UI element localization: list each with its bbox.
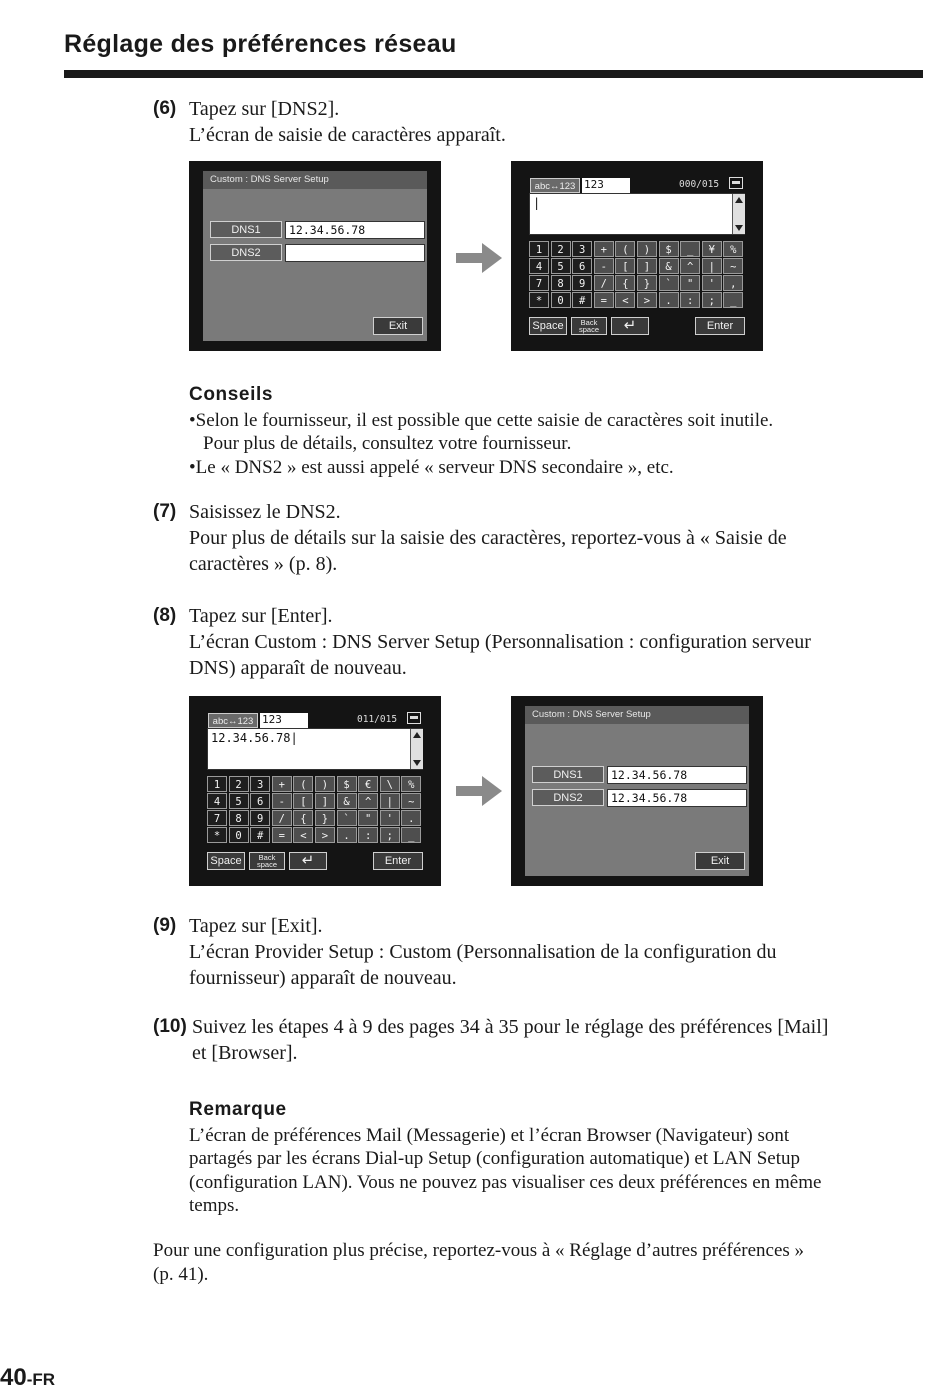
keyboard-key[interactable]: 3 [572, 241, 592, 257]
scroll-down-icon [413, 760, 421, 766]
text-input-area[interactable] [207, 728, 423, 770]
keyboard-key[interactable]: $ [659, 241, 679, 257]
keyboard-key[interactable]: { [615, 275, 635, 291]
keyboard-key[interactable]: : [680, 292, 700, 308]
keyboard-key[interactable]: ' [702, 275, 722, 291]
step-number: (8) [153, 605, 177, 626]
keyboard-key[interactable]: # [250, 827, 270, 843]
step-8 [153, 603, 811, 681]
enter-button[interactable]: Enter [695, 317, 745, 335]
scrollbar[interactable] [732, 194, 745, 234]
keyboard-key[interactable]: " [358, 810, 378, 826]
keyboard-key[interactable]: ^ [680, 258, 700, 274]
keyboard-key[interactable]: 7 [207, 810, 227, 826]
step-line: et [Browser]. [192, 1042, 298, 1064]
keyboard-screen-empty [511, 161, 763, 351]
keyboard-key[interactable]: _ [401, 827, 421, 843]
keyboard-key[interactable]: 1 [529, 241, 549, 257]
space-button[interactable]: Space [207, 852, 245, 870]
dns-panel [525, 706, 749, 876]
keyboard-key[interactable]: " [680, 275, 700, 291]
keyboard-key[interactable]: ] [637, 258, 657, 274]
step-9 [153, 913, 776, 991]
remark-line: (configuration LAN). Vous ne pouvez pas visualiser ces deux préférences en même [189, 1171, 822, 1193]
tip-line: •Le « DNS2 » est aussi appelé « serveur DNS secondaire », etc. [189, 456, 674, 478]
keyboard-key[interactable]: 7 [529, 275, 549, 291]
keyboard-key[interactable]: . [337, 827, 357, 843]
step-7 [153, 499, 787, 577]
keyboard-key[interactable]: ( [293, 776, 313, 792]
keyboard-key[interactable]: ( [615, 241, 635, 257]
keyboard-key[interactable]: 1 [207, 776, 227, 792]
step-line: Tapez sur [DNS2]. [189, 98, 340, 120]
space-button[interactable]: Space [529, 317, 567, 335]
dns2-button[interactable]: DNS2 [532, 789, 604, 806]
keyboard-key[interactable]: $ [337, 776, 357, 792]
tips-box [189, 383, 773, 479]
keyboard-key[interactable]: . [401, 810, 421, 826]
backspace-label: space [578, 325, 599, 334]
keyboard-key[interactable]: 8 [551, 275, 571, 291]
return-icon[interactable]: ↵ [611, 317, 649, 335]
dns2-field[interactable] [285, 244, 425, 262]
backspace-button[interactable] [249, 852, 285, 870]
keyboard-key[interactable]: 9 [572, 275, 592, 291]
step-line: L’écran Provider Setup : Custom (Personnalisation de la configuration du [189, 941, 777, 963]
step-10 [153, 1014, 828, 1066]
keyboard-key[interactable]: > [315, 827, 335, 843]
scroll-up-icon [413, 732, 421, 738]
keyboard-key[interactable]: * [529, 292, 549, 308]
step-number: (10) [153, 1016, 187, 1037]
keyboard-key[interactable]: : [358, 827, 378, 843]
keyboard-key[interactable]: % [723, 241, 743, 257]
paragraph-line: (p. 41). [153, 1264, 209, 1285]
keyboard-key[interactable]: 8 [229, 810, 249, 826]
exit-button[interactable]: Exit [373, 317, 423, 335]
keyboard-key[interactable]: ; [702, 292, 722, 308]
keyboard-row [207, 827, 423, 843]
text-value: | [533, 196, 541, 210]
page-number-value: 40 [0, 1364, 27, 1391]
remark-title: Remarque [189, 1099, 287, 1120]
keyboard-key[interactable]: ) [637, 241, 657, 257]
keyboard-key[interactable]: ¥ [702, 241, 722, 257]
enter-button[interactable]: Enter [373, 852, 423, 870]
panel-title: Custom : DNS Server Setup [203, 171, 427, 189]
keyboard-key[interactable]: % [401, 776, 421, 792]
keyboard-row [207, 776, 423, 792]
dns-setup-screen-before [189, 161, 441, 351]
remark-line: partagés par les écrans Dial-up Setup (configuration automatique) et LAN Setup [189, 1148, 800, 1169]
printer-icon[interactable] [729, 177, 743, 189]
keyboard-key[interactable]: & [337, 793, 357, 809]
dns1-button[interactable]: DNS1 [210, 221, 282, 238]
keyboard-key[interactable]: ) [315, 776, 335, 792]
exit-button[interactable]: Exit [695, 852, 745, 870]
scroll-up-icon [735, 197, 743, 203]
keyboard-grid [529, 241, 745, 309]
keyboard-key[interactable]: + [594, 241, 614, 257]
keyboard-key[interactable]: _ [680, 241, 700, 257]
mode-toggle-button[interactable]: abc↔123 [208, 713, 258, 728]
keyboard-key[interactable]: . [659, 292, 679, 308]
keyboard-key[interactable]: 3 [250, 776, 270, 792]
backspace-label: Back [580, 318, 598, 327]
page-number [0, 1364, 55, 1392]
keyboard-row [529, 241, 745, 257]
keyboard-key[interactable]: [ [615, 258, 635, 274]
step-line: DNS) apparaît de nouveau. [189, 657, 407, 679]
keyboard-screen-filled [189, 696, 441, 886]
keyboard-key[interactable]: ^ [358, 793, 378, 809]
dns2-field[interactable]: 12.34.56.78 [607, 789, 747, 807]
mode-toggle-button[interactable]: abc↔123 [530, 178, 580, 193]
keyboard-key[interactable]: ] [315, 793, 335, 809]
keyboard-key[interactable]: ; [380, 827, 400, 843]
dns2-button[interactable]: DNS2 [210, 244, 282, 261]
reference-paragraph [153, 1239, 923, 1287]
backspace-label: Back [258, 853, 276, 862]
dns1-button[interactable]: DNS1 [532, 766, 604, 783]
keyboard-key[interactable]: = [272, 827, 292, 843]
keyboard-bottom-bar [529, 317, 745, 335]
keyboard-key[interactable]: / [594, 275, 614, 291]
keyboard-key[interactable]: 5 [229, 793, 249, 809]
keyboard-key[interactable]: \ [380, 776, 400, 792]
backspace-button[interactable] [571, 317, 607, 335]
printer-icon[interactable] [407, 712, 421, 724]
keyboard-key[interactable]: 0 [229, 827, 249, 843]
step-line: Saisissez le DNS2. [189, 501, 341, 523]
keyboard-key[interactable]: _ [723, 292, 743, 308]
step-line: Tapez sur [Exit]. [189, 915, 323, 937]
keyboard-key[interactable]: - [594, 258, 614, 274]
step-line: caractères » (p. 8). [189, 553, 338, 575]
char-counter: 000/015 [679, 179, 720, 190]
keyboard-key[interactable]: < [615, 292, 635, 308]
dns1-field[interactable]: 12.34.56.78 [285, 221, 425, 239]
keyboard-row [529, 258, 745, 274]
keyboard-row [207, 810, 423, 826]
keyboard-key[interactable]: ` [659, 275, 679, 291]
step-line: fournisseur) apparaît de nouveau. [189, 967, 457, 989]
remark-line: L’écran de préférences Mail (Messagerie) et l’écran Browser (Navigateur) sont [189, 1124, 790, 1146]
remark-box [189, 1098, 821, 1218]
keyboard-key[interactable]: * [207, 827, 227, 843]
keyboard-key[interactable]: / [272, 810, 292, 826]
step-line: Tapez sur [Enter]. [189, 605, 333, 627]
keyboard-key[interactable]: - [272, 793, 292, 809]
keyboard-grid [207, 776, 423, 844]
keyboard-key[interactable]: { [293, 810, 313, 826]
keyboard-key[interactable]: 2 [551, 241, 571, 257]
backspace-label: space [256, 860, 277, 869]
page-title: Réglage des préférences réseau [64, 30, 457, 58]
right-arrow-icon [456, 776, 504, 806]
dns-panel [203, 171, 427, 341]
keyboard-key[interactable]: 4 [207, 793, 227, 809]
keyboard-key[interactable]: > [637, 292, 657, 308]
keyboard-key[interactable]: 5 [551, 258, 571, 274]
step-line: Pour plus de détails sur la saisie des caractères, reportez-vous à « Saisie de [189, 527, 787, 549]
keyboard-key[interactable]: 4 [529, 258, 549, 274]
paragraph-line: Pour une configuration plus précise, reportez-vous à « Réglage d’autres préférences » [153, 1240, 805, 1261]
step-line: L’écran de saisie de caractères apparaît. [189, 124, 506, 146]
keyboard-key[interactable]: 9 [250, 810, 270, 826]
scrollbar[interactable] [410, 729, 423, 769]
keyboard-key[interactable]: + [272, 776, 292, 792]
keyboard-key[interactable]: # [572, 292, 592, 308]
header-rule [64, 70, 923, 78]
tip-line: •Selon le fournisseur, il est possible que cette saisie de caractères soit inutile. [189, 409, 774, 431]
dns1-field[interactable]: 12.34.56.78 [607, 766, 747, 784]
scroll-down-icon [735, 225, 743, 231]
keyboard-row [207, 793, 423, 809]
keyboard-key[interactable]: 0 [551, 292, 571, 308]
keyboard-key[interactable]: & [659, 258, 679, 274]
dns-setup-screen-after [511, 696, 763, 886]
page-number-suffix: -FR [26, 1370, 56, 1389]
remark-line: temps. [189, 1195, 240, 1216]
tips-title: Conseils [189, 384, 273, 405]
keyboard-key[interactable]: | [380, 793, 400, 809]
return-icon[interactable]: ↵ [289, 852, 327, 870]
step-line: L’écran Custom : DNS Server Setup (Personnalisation : configuration serveur [189, 631, 811, 653]
right-arrow-icon [456, 243, 504, 273]
keyboard-key[interactable]: 2 [229, 776, 249, 792]
step-line: Suivez les étapes 4 à 9 des pages 34 à 35 pour le réglage des préférences [Mail] [192, 1016, 829, 1038]
keyboard-bottom-bar [207, 852, 423, 870]
mode-field: 123 [260, 713, 308, 728]
tip-bullet [189, 409, 773, 456]
keyboard-key[interactable]: [ [293, 793, 313, 809]
keyboard-key[interactable]: ~ [401, 793, 421, 809]
char-counter: 011/015 [357, 714, 398, 725]
keyboard-key[interactable]: ~ [723, 258, 743, 274]
mode-field: 123 [582, 178, 630, 193]
keyboard-row [529, 292, 745, 308]
text-input-area[interactable] [529, 193, 745, 235]
keyboard-key[interactable]: = [594, 292, 614, 308]
keyboard-row [529, 275, 745, 291]
text-value: 12.34.56.78| [211, 731, 298, 745]
step-6 [153, 96, 506, 148]
step-number: (6) [153, 98, 177, 119]
step-number: (9) [153, 915, 177, 936]
keyboard-key[interactable]: 6 [250, 793, 270, 809]
keyboard-key[interactable]: < [293, 827, 313, 843]
keyboard-key[interactable]: ' [380, 810, 400, 826]
keyboard-key[interactable]: € [358, 776, 378, 792]
keyboard-key[interactable]: , [723, 275, 743, 291]
tip-bullet [189, 456, 773, 480]
keyboard-key[interactable]: } [315, 810, 335, 826]
keyboard-key[interactable]: } [637, 275, 657, 291]
keyboard-key[interactable]: ` [337, 810, 357, 826]
keyboard-key[interactable]: | [702, 258, 722, 274]
tip-line: Pour plus de détails, consultez votre fournisseur. [203, 433, 572, 454]
step-number: (7) [153, 501, 177, 522]
keyboard-key[interactable]: 6 [572, 258, 592, 274]
panel-title: Custom : DNS Server Setup [525, 706, 749, 724]
